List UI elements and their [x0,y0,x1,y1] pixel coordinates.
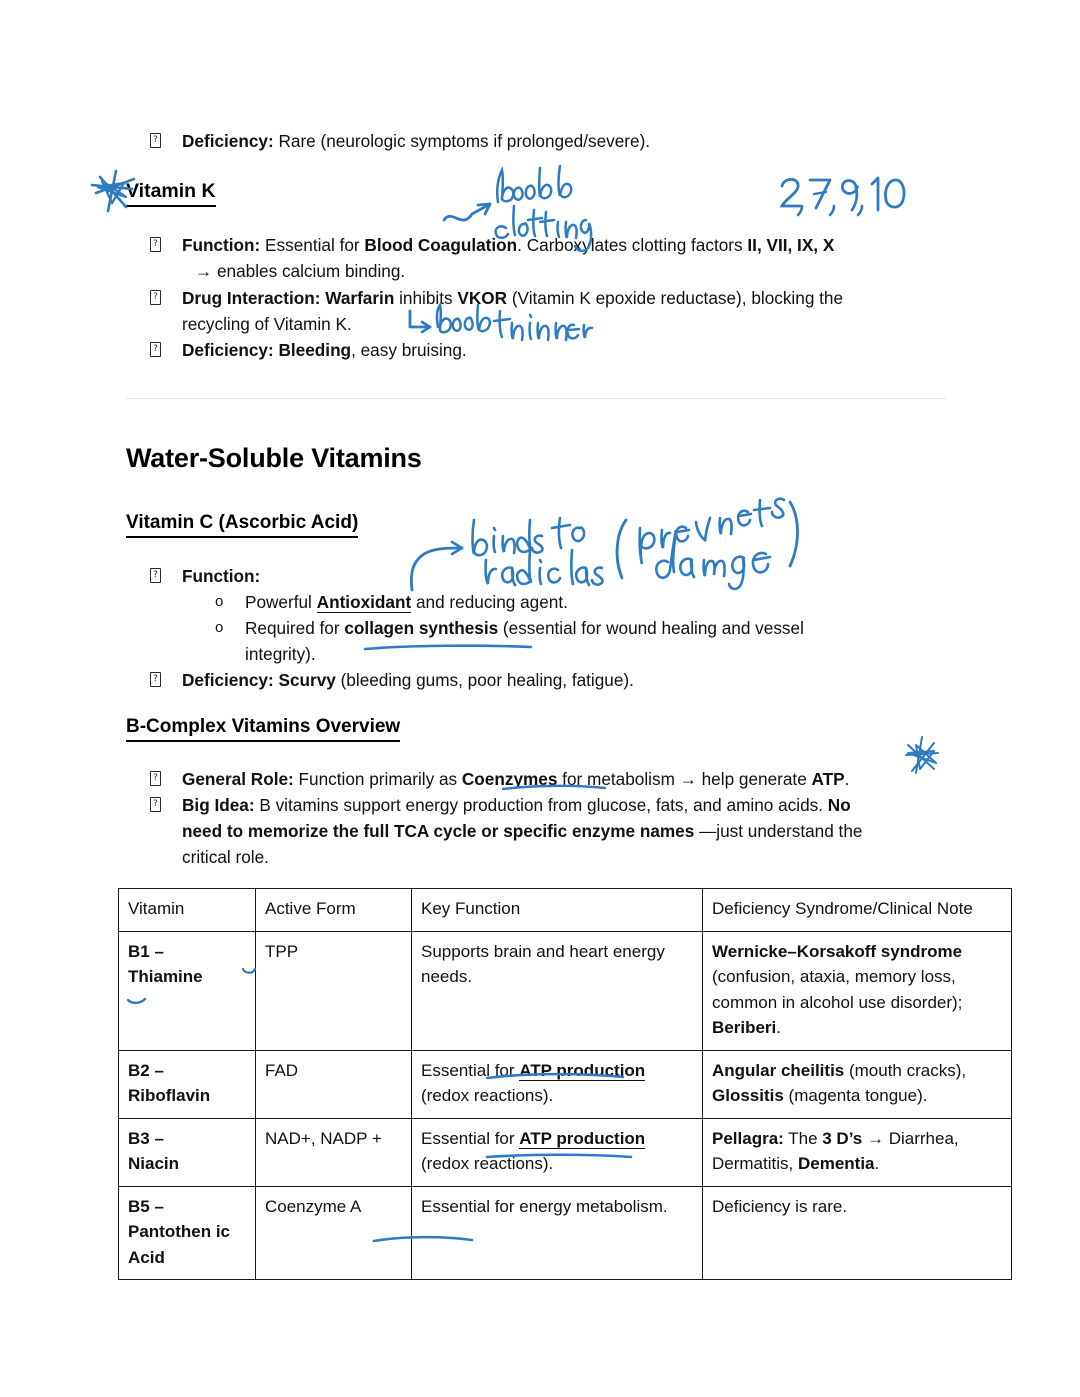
bullet-vitc-deficiency [150,667,940,693]
sub-text-2: and reducing agent. [411,592,568,612]
col-header-active-form: Active Form [256,889,412,932]
bullet-text-2: . Carboxylates clotting factors [517,235,748,255]
bullet-label: Function: [182,566,261,586]
bullet-text: B vitamins support energy production from glucose, fats, and amino acids. [254,795,828,815]
bullet-text: inhibits [394,288,458,308]
cell-key-function: Supports brain and heart energy needs. [412,931,703,1050]
bold-angular-cheilitis: Angular cheilitis [712,1060,845,1080]
bullet-text: , easy bruising. [351,340,467,360]
bullet-glyph-icon [150,133,161,148]
circle-bullet-icon: o [215,619,224,636]
kf-text-2: (redox reactions). [421,1154,554,1173]
vitamin-table [118,888,1012,1280]
bold-metabolism: metabolism [575,1196,663,1216]
bold-antioxidant: Antioxidant [316,592,412,612]
cell-active-form: Coenzyme A [256,1186,412,1280]
col-header-vitamin: Vitamin [119,889,256,932]
heading-vitamin-k-wrap [126,180,216,207]
vitamin-name: Niacin [128,1154,180,1173]
bullet-text [182,128,930,154]
kf-text-2: (redox reactions). [421,1086,554,1105]
kf-text-2: . [662,1196,668,1216]
vitamin-name: Thiamine [128,967,203,986]
bold-wernicke: Wernicke–Korsakoff syndrome [712,941,963,961]
sub-item-antioxidant [215,589,945,615]
bullet-glyph-icon [150,290,161,305]
bullet-line2-text: —just understand the [694,821,863,841]
deficiency-text: The [783,1128,823,1148]
heading-b-complex: B-Complex Vitamins Overview [126,716,400,742]
bold-no-need-memorize: need to memorize the full TCA cycle or specific enzyme names [182,821,695,841]
bullet-label: Drug Interaction: [182,288,321,308]
table-row [119,931,1012,1050]
vitamin-code: B5 – [128,1196,164,1216]
bullet-text-3: . [844,769,850,789]
cell-active-form: FAD [256,1050,412,1118]
bullet-text-2: for metabolism → help generate [557,769,812,789]
kf-text-1: Essential for [421,1128,520,1148]
heading-vitamin-k: Vitamin K [126,180,216,207]
annotation-blood-clotting [440,158,620,238]
col-header-deficiency: Deficiency Syndrome/Clinical Note [703,889,1012,932]
sub-text-2: (essential for wound healing and vessel [498,618,804,638]
bold-blood-coagulation: Blood Coagulation [364,235,518,255]
vitamin-name: Pantothen ic Acid [128,1222,231,1267]
bullet-text: Function primarily as [293,769,462,789]
bold-vkor: VKOR [457,288,508,308]
deficiency-text-2: → Diarrhea, Dermatitis, [712,1128,959,1173]
bold-collagen-synthesis: collagen synthesis [344,618,499,638]
bullet-vitk-deficiency [150,337,940,363]
bold-coenzymes: Coenzymes [461,769,558,789]
vitamin-code: B2 – [128,1060,164,1080]
cell-key-function [412,1186,703,1280]
bullet-vitc-function [150,563,940,589]
bullet-vitk-drug-interaction [150,285,940,337]
bold-beriberi: Beriberi [712,1018,777,1037]
bold-warfarin: Warfarin [325,288,395,308]
bold-glossitis: Glossitis [712,1086,784,1105]
deficiency-text: (mouth cracks), [844,1060,967,1080]
bold-scurvy: Scurvy [273,670,336,690]
kf-text-1: Essential for [421,1060,520,1080]
bold-atp-production: ATP production [519,1128,646,1148]
bold-atp-production: ATP production [519,1060,646,1080]
cell-key-function [412,1118,703,1186]
bullet-glyph-icon [150,237,161,252]
bullet-text-2: (Vitamin K epoxide reductase), blocking the [507,288,844,308]
bullet-text: Essential for [260,235,365,255]
bullet-label: General Role: [182,769,294,789]
bullet-label: Deficiency: [182,670,274,690]
bullet-big-idea [150,792,950,870]
bold-dementia: Dementia [797,1154,875,1173]
deficiency-text: (confusion, ataxia, memory loss, common in alcohol use disorder); [712,967,963,1012]
bullet-glyph-icon [150,672,161,687]
cell-deficiency: Deficiency is rare. [703,1186,1012,1280]
bold-clotting-factors: II, VII, IX, X [747,235,835,255]
sub-item-collagen [215,615,945,667]
bullet-subline: → enables calcium binding. [195,261,406,281]
deficiency-text-3: . [874,1154,880,1173]
bold-atp: ATP [811,769,845,789]
bullet-glyph-icon [150,771,161,786]
bullet-label: Deficiency: [182,131,274,151]
heading-vitamin-c-wrap [126,512,358,538]
bullet-deficiency-prev [150,128,930,154]
bullet-label: Deficiency: [182,340,274,360]
bullet-general-role [150,766,950,792]
sub-text-1: Powerful [245,592,317,612]
deficiency-text-2: (magenta tongue). [783,1086,928,1105]
cell-vitamin [119,1118,256,1186]
cell-deficiency [703,1050,1012,1118]
cell-vitamin [119,931,256,1050]
heading-vitamin-c: Vitamin C (Ascorbic Acid) [126,512,358,538]
bullet-glyph-icon [150,342,161,357]
bullet-vitk-function [150,232,940,284]
kf-text-1: Essential for energy [421,1196,576,1216]
circle-bullet-icon: o [215,593,224,610]
bold-no: No [827,795,851,815]
cell-active-form: TPP [256,931,412,1050]
bullet-subline: recycling of Vitamin K. [182,314,352,334]
vitamin-code: B3 – [128,1128,164,1148]
bullet-text: (bleeding gums, poor healing, fatigue). [335,670,634,690]
cell-deficiency [703,931,1012,1050]
bullet-label: Function: [182,235,261,255]
bullet-label: Big Idea: [182,795,255,815]
heading-water-soluble-vitamins: Water-Soluble Vitamins [126,443,422,473]
cell-deficiency [703,1118,1012,1186]
cell-vitamin [119,1186,256,1280]
cell-vitamin [119,1050,256,1118]
cell-active-form: NAD+, NADP + [256,1118,412,1186]
annotation-clotting-factor-numbers [778,172,918,220]
table-row [119,1118,1012,1186]
bold-bleeding: Bleeding [278,340,352,360]
section-divider [126,398,946,399]
vitamin-code: B1 – [128,941,164,961]
sub-text-1: Required for [245,618,345,638]
bold-pellagra: Pellagra: [712,1128,784,1148]
heading-bcomplex-wrap [126,716,400,742]
bullet-glyph-icon [150,568,161,583]
bullet-line3: critical role. [182,847,269,867]
bold-3ds: 3 D’s [822,1128,863,1148]
col-header-key-function: Key Function [412,889,703,932]
vitamin-name: Riboflavin [128,1086,211,1105]
cell-key-function [412,1050,703,1118]
table-header-row [119,889,1012,932]
sub-subline: integrity). [245,644,316,664]
bullet-glyph-icon [150,797,161,812]
deficiency-text-2: . [776,1018,781,1037]
bullet-body-text: Rare (neurologic symptoms if prolonged/severe). [273,131,651,151]
table-row [119,1186,1012,1280]
table-row [119,1050,1012,1118]
